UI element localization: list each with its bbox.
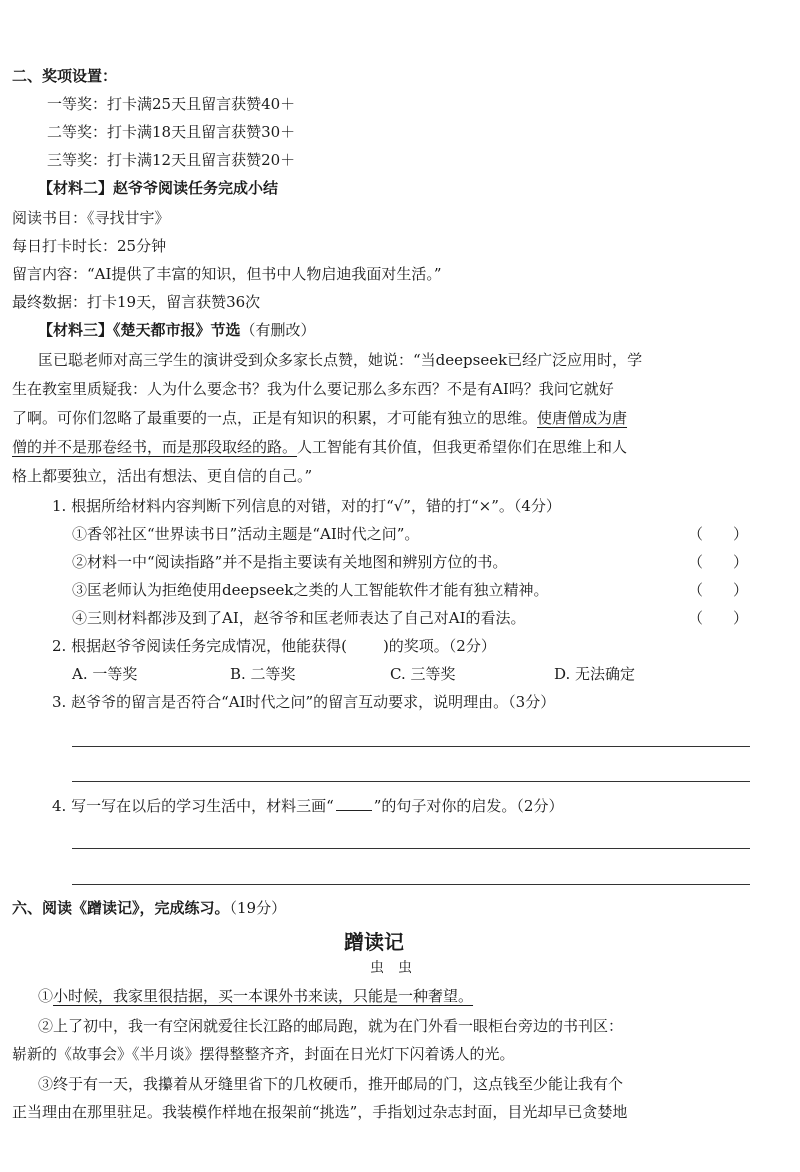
q2-option-b[interactable]: B. 二等奖 — [230, 665, 296, 683]
material3-text: 人工智能有其价值，但我更希望你们在思维上和人 — [297, 438, 628, 456]
q4-stem — [52, 796, 563, 816]
essay-author: 虫 虫 — [370, 960, 412, 976]
q4-answer-line[interactable] — [72, 848, 750, 849]
q1-item: ②材料一中“阅读指路”并不是指主要读有关地图和辨别方位的书。 — [72, 553, 508, 571]
material3-line: 匡已聪老师对高三学生的演讲受到众多家长点赞，她说：“当deepseek已经广泛应用时，学 — [38, 351, 643, 369]
section6-heading-text: 六、阅读《蹭读记》，完成练习。 — [12, 899, 230, 917]
essay-paragraph-3: 正当理由在那里驻足。我装模作样地在报架前“挑选”，手指划过杂志封面，目光却早已贪婪地 — [12, 1103, 628, 1121]
q3-answer-line[interactable] — [72, 746, 750, 747]
q2-option-a[interactable]: A. 一等奖 — [72, 665, 138, 683]
q2-stem-b: )的奖项。（2分） — [382, 637, 496, 655]
q1-item: ①香邻社区“世界读书日”活动主题是“AI时代之问”。 — [72, 525, 420, 543]
award-second: 二等奖：打卡满18天且留言获赞30＋ — [47, 123, 296, 141]
material3-line — [12, 408, 627, 428]
essay-paragraph-1 — [38, 986, 473, 1006]
q1-answer-paren[interactable]: （ ） — [688, 609, 749, 627]
material3-line: 格上都要独立，活出有想法、更自信的自己。” — [12, 467, 313, 485]
essay-paragraph-2: 崭新的《故事会》《半月谈》摆得整整齐齐，封面在日光灯下闪着诱人的光。 — [12, 1045, 515, 1063]
q1-item: ④三则材料都涉及到了AI，赵爷爷和匡老师表达了自己对AI的看法。 — [72, 609, 526, 627]
q2-option-c[interactable]: C. 三等奖 — [390, 665, 456, 683]
award-third: 三等奖：打卡满12天且留言获赞20＋ — [47, 151, 296, 169]
q2-stem — [52, 636, 496, 656]
q4-answer-line[interactable] — [72, 884, 750, 885]
material3-underlined-sentence: 使唐僧成为唐 — [537, 409, 628, 427]
q4-stem-a: 4. 写一写在以后的学习生活中，材料三画“ — [52, 797, 334, 815]
material3-text: 了啊。可你们忽略了最重要的一点，正是有知识的积累，才可能有独立的思维。 — [12, 409, 538, 427]
material2-time: 每日打卡时长：25分钟 — [12, 237, 167, 255]
paragraph-number: ① — [38, 987, 54, 1005]
essay-title: 蹭读记 — [344, 930, 404, 954]
material2-final: 最终数据：打卡19天，留言获赞36次 — [12, 293, 261, 311]
section6-heading — [12, 898, 286, 918]
material3-heading-bold: 【材料三】《楚天都市报》节选 — [38, 321, 241, 339]
q4-stem-b: ”的句子对你的启发。（2分） — [373, 797, 564, 815]
essay-underlined-sentence: 小时候，我家里很拮据，买一本课外书来读，只能是一种奢望。 — [53, 987, 474, 1005]
material3-heading — [38, 320, 316, 340]
q1-stem: 1. 根据所给材料内容判断下列信息的对错，对的打“√”，错的打“×”。（4分） — [52, 497, 561, 515]
q1-item: ③匡老师认为拒绝使用deepseek之类的人工智能软件才能有独立精神。 — [72, 581, 549, 599]
q3-stem: 3. 赵爷爷的留言是否符合“AI时代之问”的留言互动要求，说明理由。（3分） — [52, 693, 556, 711]
q2-option-d[interactable]: D. 无法确定 — [554, 665, 636, 683]
material2-heading: 【材料二】赵爷爷阅读任务完成小结 — [38, 179, 279, 197]
essay-paragraph-2: ②上了初中，我一有空闲就爱往长江路的邮局跑，就为在门外看一眼柜台旁边的书刊区： — [38, 1017, 624, 1035]
material2-book: 阅读书目：《寻找甘宇》 — [12, 209, 170, 227]
material2-comment: 留言内容：“AI提供了丰富的知识，但书中人物启迪我面对生活。” — [12, 265, 442, 283]
material3-line — [12, 437, 627, 457]
material3-heading-note: （有删改） — [240, 321, 316, 339]
q1-answer-paren[interactable]: （ ） — [688, 581, 749, 599]
material3-line: 生在教室里质疑我：人为什么要念书？我为什么要记那么多东西？不是有AI吗？我问它就好 — [12, 380, 614, 398]
q4-underline-blank — [336, 798, 372, 811]
q1-answer-paren[interactable]: （ ） — [688, 553, 749, 571]
q1-answer-paren[interactable]: （ ） — [688, 525, 749, 543]
awards-heading: 二、奖项设置： — [12, 67, 118, 85]
material3-underlined-sentence: 僧的并不是那卷经书，而是那段取经的路。 — [12, 438, 298, 456]
q2-stem-a: 2. 根据赵爷爷阅读任务完成情况，他能获得( — [52, 637, 347, 655]
q3-answer-line[interactable] — [72, 781, 750, 782]
essay-paragraph-3: ③终于有一天，我攥着从牙缝里省下的几枚硬币，推开邮局的门，这点钱至少能让我有个 — [38, 1075, 624, 1093]
section6-score: （19分） — [229, 899, 287, 917]
award-first: 一等奖：打卡满25天且留言获赞40＋ — [47, 95, 296, 113]
